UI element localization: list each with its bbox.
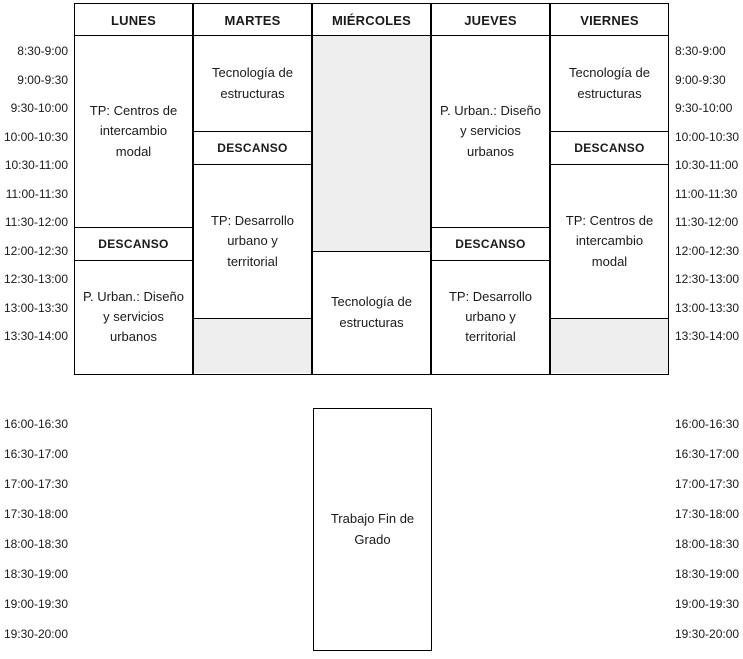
class-block[interactable] xyxy=(194,165,311,319)
break-label: DESCANSO xyxy=(98,236,169,251)
class-label: Tecnología de estructuras xyxy=(569,65,650,101)
class-label: TP: Centros de intercambio modal xyxy=(89,103,178,159)
break-block xyxy=(194,131,311,165)
time-label: 8:30-9:00 xyxy=(675,44,726,58)
class-block[interactable] xyxy=(551,36,668,131)
time-label: 19:30-20:00 xyxy=(675,627,740,641)
time-label: 17:30-18:00 xyxy=(675,507,740,521)
day-column-lunes xyxy=(74,36,193,375)
class-block[interactable] xyxy=(551,165,668,319)
time-label: 17:00-17:30 xyxy=(3,477,68,491)
class-block[interactable] xyxy=(432,36,549,227)
time-label: 10:30-11:00 xyxy=(675,158,739,172)
time-label: 12:00-12:30 xyxy=(675,243,740,258)
time-column-left-morning xyxy=(0,37,74,351)
class-block[interactable] xyxy=(432,261,549,373)
time-label: 10:30-11:00 xyxy=(4,158,68,172)
time-label: 18:00-18:30 xyxy=(3,537,68,551)
time-label: 9:30-10:00 xyxy=(10,101,68,115)
class-label: P. Urban.: Diseño y servicios urbanos xyxy=(83,288,184,345)
day-column-miercoles xyxy=(312,36,431,375)
class-label: Tecnología de estructuras xyxy=(331,294,412,330)
time-label: 16:00-16:30 xyxy=(3,417,68,431)
morning-grid xyxy=(74,3,669,375)
time-label: 9:00-9:30 xyxy=(17,72,68,87)
day-header-jueves: JUEVES xyxy=(431,3,550,36)
time-label: 9:30-10:00 xyxy=(675,101,733,115)
break-label: DESCANSO xyxy=(574,140,645,155)
break-block xyxy=(75,227,192,261)
class-block[interactable] xyxy=(75,36,192,227)
class-label: Tecnología de estructuras xyxy=(212,65,293,101)
class-label: TP: Centros de intercambio modal xyxy=(565,213,654,269)
time-label: 13:00-13:30 xyxy=(675,300,740,315)
empty-block xyxy=(551,319,668,373)
class-block[interactable] xyxy=(194,36,311,131)
time-label: 19:00-19:30 xyxy=(675,597,740,611)
time-column-left-afternoon xyxy=(0,409,74,649)
class-label: TP: Desarrollo urbano y territorial xyxy=(210,213,295,269)
time-label: 16:30-17:00 xyxy=(3,447,68,461)
time-label: 16:00-16:30 xyxy=(675,417,740,431)
time-label: 11:30-12:00 xyxy=(675,215,739,229)
time-label: 13:30-14:00 xyxy=(3,329,68,343)
time-label: 12:30-13:00 xyxy=(3,272,68,286)
time-label: 19:30-20:00 xyxy=(3,627,68,641)
day-header-viernes: VIERNES xyxy=(550,3,669,36)
class-block[interactable] xyxy=(75,261,192,373)
time-label: 17:00-17:30 xyxy=(675,477,740,491)
time-label: 18:30-19:00 xyxy=(3,567,68,581)
class-block[interactable] xyxy=(313,252,430,373)
day-header-martes: MARTES xyxy=(193,3,312,36)
time-label: 11:30-12:00 xyxy=(4,215,68,229)
time-label: 16:30-17:00 xyxy=(675,447,740,461)
time-label: 13:00-13:30 xyxy=(3,300,68,315)
day-column-viernes xyxy=(550,36,669,375)
time-label: 10:00-10:30 xyxy=(3,129,68,144)
time-label: 13:30-14:00 xyxy=(675,329,740,343)
time-label: 11:00-11:30 xyxy=(5,186,68,201)
time-label: 11:00-11:30 xyxy=(675,186,738,201)
empty-block xyxy=(194,319,311,373)
day-column-jueves xyxy=(431,36,550,375)
time-label: 12:00-12:30 xyxy=(3,243,68,258)
time-label: 17:30-18:00 xyxy=(3,507,68,521)
break-label: DESCANSO xyxy=(455,236,526,251)
break-block xyxy=(551,131,668,165)
time-label: 8:30-9:00 xyxy=(17,44,68,58)
break-block xyxy=(432,227,549,261)
day-header-lunes: LUNES xyxy=(74,3,193,36)
time-label: 9:00-9:30 xyxy=(675,72,726,87)
class-label: P. Urban.: Diseño y servicios urbanos xyxy=(440,103,541,159)
time-label: 19:00-19:30 xyxy=(3,597,68,611)
empty-block xyxy=(313,36,430,252)
time-label: 10:00-10:30 xyxy=(675,129,740,144)
afternoon-block-miercoles[interactable] xyxy=(313,408,432,651)
day-header-miercoles: MIÉRCOLES xyxy=(312,3,431,36)
time-label: 18:30-19:00 xyxy=(675,567,740,581)
time-label: 18:00-18:30 xyxy=(675,537,740,551)
class-label: Trabajo Fin de Grado xyxy=(330,511,415,547)
time-column-right-afternoon xyxy=(669,409,743,649)
class-label: TP: Desarrollo urbano y territorial xyxy=(448,288,533,345)
time-label: 12:30-13:00 xyxy=(675,272,740,286)
time-column-right-morning xyxy=(669,37,743,351)
day-column-martes xyxy=(193,36,312,375)
break-label: DESCANSO xyxy=(217,140,288,155)
